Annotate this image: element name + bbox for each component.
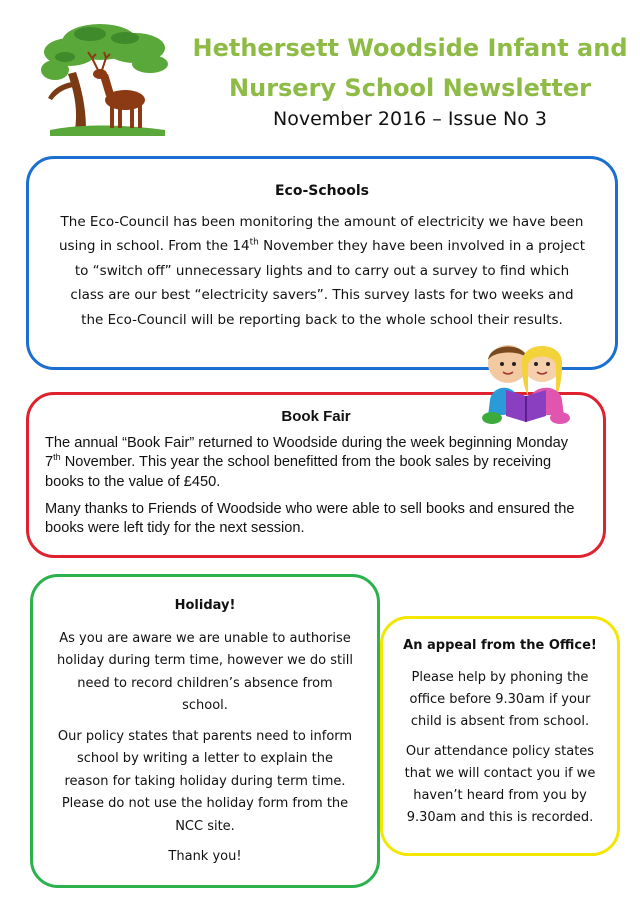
eco-schools-text bbox=[59, 210, 585, 333]
newsletter-title: Hethersett Woodside Infant and Nursery School Newsletter bbox=[192, 34, 628, 102]
eco-schools-heading: Eco-Schools bbox=[274, 183, 369, 199]
eco-text-part2: November they have been involved in a project to “switch off” unnecessary lights and to carry out a survey to find which class are our best “electricity savers”. This survey lasts for two weeks and the Eco-Council will be reporting back to the whole school their results. bbox=[70, 238, 585, 328]
office-appeal-section bbox=[380, 616, 620, 856]
book-fair-heading: Book Fair bbox=[281, 408, 351, 425]
office-appeal-paragraph-2: Our attendance policy states that we will contact you if we haven’t heard from you by 9.30am and this is recorded. bbox=[404, 744, 596, 825]
holiday-paragraph-2: Our policy states that parents need to inform school by writing a letter to explain the reason for taking holiday during term time. Please do not use the holiday form from the NCC site. bbox=[57, 728, 353, 834]
book-fair-p1-part1: The annual “Book Fair” returned to Woodside during the week beginning Monday 7 bbox=[45, 435, 568, 471]
issue-label: November 2016 – Issue No 3 bbox=[273, 108, 547, 130]
office-appeal-heading: An appeal from the Office! bbox=[403, 638, 597, 653]
book-fair-paragraph-2: Many thanks to Friends of Woodside who were able to sell books and ensured the books were left tidy for the next session. bbox=[45, 500, 575, 537]
children-reading-image bbox=[470, 334, 580, 426]
holiday-paragraph-1: As you are aware we are unable to authorise holiday during term time, however we do still need to record children’s absence from school. bbox=[57, 630, 353, 713]
holiday-section bbox=[30, 574, 380, 888]
book-fair-p1-sup: th bbox=[53, 452, 61, 463]
office-appeal-paragraph-1: Please help by phoning the office before 9.30am if your child is absent from school. bbox=[409, 670, 591, 729]
holiday-thank-you: Thank you! bbox=[168, 849, 242, 864]
eco-text-sup: th bbox=[249, 237, 259, 248]
eco-text-part1: The Eco-Council has been monitoring the amount of electricity we have been using in school. From the 14 bbox=[59, 213, 584, 255]
book-fair-paragraph-1 bbox=[45, 434, 587, 492]
book-fair-p1-part2: November. This year the school benefitted from the book sales by receiving books to the value of £450. bbox=[45, 454, 552, 490]
school-logo bbox=[30, 12, 180, 142]
holiday-heading: Holiday! bbox=[174, 598, 236, 613]
